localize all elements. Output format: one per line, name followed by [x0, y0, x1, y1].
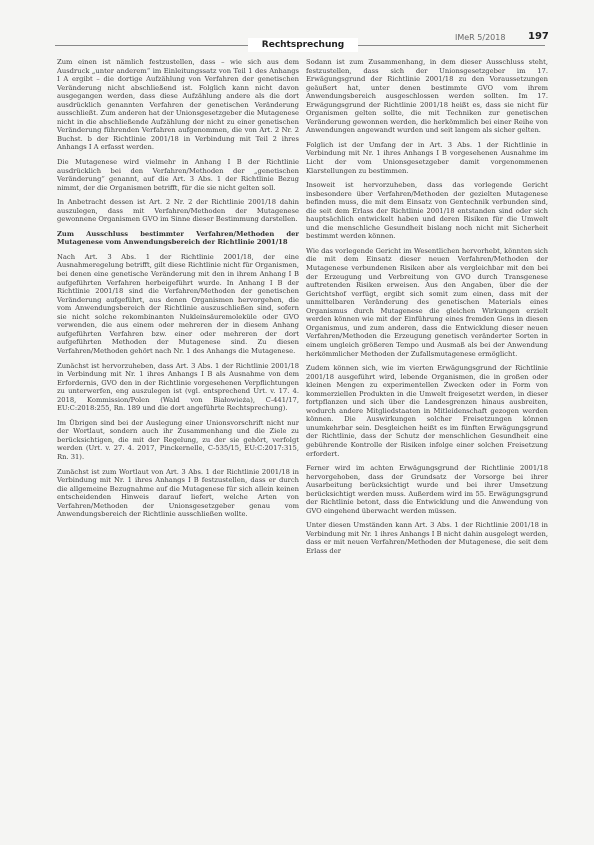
paragraph: In Anbetracht dessen ist Art. 2 Nr. 2 der Richtlinie 2001/18 dahin auszulegen, dass mit Verfahren/Methoden der Mutagenese gewonnene Organismen GVO im Sinne dieser Bestimmung darstellen.	[57, 198, 299, 224]
paragraph: Ferner wird im achten Erwägungsgrund der Richtlinie 2001/18 hervorgehoben, dass der Grundsatz der Vorsorge bei ihrer Ausarbeitung berücksichtigt wurde und bei ihrer Umsetzung berücksichtigt werden muss. Außerdem wird im 55. Erwägungsgrund der Richtlinie betont, dass die Entwicklung und die Anwendung von GVO eingehend überwacht werden müssen.	[306, 464, 548, 515]
paragraph: Folglich ist der Umfang der in Art. 3 Abs. 1 der Richtlinie in Verbindung mit Nr. 1 ihres Anhangs I B vorgesehenen Ausnahme im Licht der vom Unionsgesetzgeber damit vorgenommenen Klarstellungen zu bestimmen.	[306, 140, 548, 175]
left-column	[57, 58, 299, 525]
right-column	[306, 58, 548, 562]
paragraph: Nach Art. 3 Abs. 1 der Richtlinie 2001/18, der eine Ausnahmeregelung betrifft, gilt diese Richtlinie nicht für Organismen, bei denen eine genetische Veränderung mit den in ihrem Anhang I B aufgeführten Verfahren herbeigeführt wurde. In Anhang I B der Richtlinie 2001/18 sind die Verfahren/Methoden der genetischen Veränderung aufgeführt, aus denen Organismen hervorgehen, die vom Anwendungsbereich der Richtlinie auszuschließen sind, sofern sie nicht solche rekombinanten Nukleinsäuremoleküle oder GVO verwenden, die aus einem oder mehreren der in diesem Anhang aufgeführten Verfahren bzw. einer oder mehreren der dort aufgeführten Methoden der Mutagenese sind. Zu diesen Verfahren/Methoden gehört nach Nr. 1 des Anhangs die Mutagenese.	[57, 252, 299, 355]
paragraph: Im Übrigen sind bei der Auslegung einer Unionsvorschrift nicht nur der Wortlaut, sondern auch ihr Zusammenhang und die Ziele zu berücksichtigen, die mit der Regelung, zu der sie gehört, verfolgt werden (Urt. v. 27. 4. 2017, Pinckernelle, C-535/15, EU:C:2017:315, Rn. 31).	[57, 418, 299, 461]
section-title: Rechtsprechung	[248, 38, 358, 52]
paragraph: Zunächst ist hervorzuheben, dass Art. 3 Abs. 1 der Richtlinie 2001/18 in Verbindung mit Nr. 1 ihres Anhangs I B als Ausnahme von dem Erfordernis, GVO den in der Richtlinie vorgesehenen Verpflichtungen zu unterwerfen, eng auszulegen ist (vgl. entsprechend Urt. v. 17. 4. 2018, Kommission/Polen (Wald von Białowieża), C-441/17, EU:C:2018:255, Rn. 189 und die dort angeführte Rechtsprechung).	[57, 361, 299, 413]
paragraph: Zunächst ist zum Wortlaut von Art. 3 Abs. 1 der Richtlinie 2001/18 in Verbindung mit Nr. 1 ihres Anhangs I B festzustellen, dass er durch die allgemeine Bezugnahme auf die Mutagenese für sich allein keinen entscheidenden Hinweis darauf liefert, welche Arten von Verfahren/Methoden der Unionsgesetzgeber genau vom Anwendungsbereich der Richtlinie ausschließen wollte.	[57, 467, 299, 519]
journal-reference: IMeR 5/2018	[455, 33, 506, 42]
paragraph: Sodann ist zum Zusammenhang, in dem dieser Ausschluss steht, festzustellen, dass sich der Unionsgesetzgeber im 17. Erwägungsgrund der Richtlinie 2001/18 zu den Voraussetzungen geäußert hat, unter denen bestimmte GVO vom ihrem Anwendungsbereich ausgeschlossen werden sollten. Im 17. Erwägungsgrund der Richtlinie 2001/18 heißt es, dass sie nicht für Organismen gelten sollte, die mit Techniken zur genetischen Veränderung gewonnen werden, die herkömmlich bei einer Reihe von Anwendungen angewandt wurden und seit langem als sicher gelten.	[306, 58, 548, 135]
paragraph: Die Mutagenese wird vielmehr in Anhang I B der Richtlinie ausdrücklich bei den Verfahren/Methoden der „genetischen Veränderung“ genannt, auf die Art. 3 Abs. 1 der Richtlinie Bezug nimmt, der die Organismen betrifft, für die sie nicht gelten soll.	[57, 158, 299, 192]
paragraph: Wie das vorlegende Gericht im Wesentlichen hervorhebt, könnten sich die mit dem Einsatz dieser neuen Verfahren/Methoden der Mutagenese verbundenen Risiken aber als vergleichbar mit den bei der Erzeugung und Verbreitung von GVO durch Transgenese auftretenden Risiken erweisen. Aus den Angaben, über die der Gerichtshof verfügt, ergibt sich somit zum einen, dass mit der unmittelbaren Veränderung des genetischen Materials eines Organismus durch Mutagenese die gleichen Wirkungen erzielt werden können wie mit der Einführung eines fremden Gens in diesen Organismus, und zum anderen, dass die Entwicklung dieser neuen Verfahren/Methoden die Erzeugung genetisch veränderter Sorten in einem ungleich größeren Tempo und Ausmaß als bei der Anwendung herkömmlicher Methoden der Zufallsmutagenese ermöglicht.	[306, 246, 548, 358]
page-number: 197	[528, 31, 549, 42]
section-heading: Zum Ausschluss bestimmter Verfahren/Methoden der Mutagenese vom Anwendungsbereich der Richtlinie 2001/18	[57, 229, 299, 247]
paragraph: Zum einen ist nämlich festzustellen, dass – wie sich aus dem Ausdruck „unter anderem“ im Einleitungssatz von Teil 1 des Anhangs I A ergibt – die dortige Aufzählung von Verfahren der genetischen Veränderung nicht abschließend ist. Folglich kann nicht davon ausgegangen werden, dass diese Aufzählung andere als die dort ausdrücklich genannten Verfahren der genetischen Veränderung ausschließt. Zum anderen hat der Unionsgesetzgeber die Mutagenese nicht in die abschließende Aufzählung der nicht zu einer genetischen Veränderung führenden Verfahren aufgenommen, die von Art. 2 Nr. 2 Buchst. b der Richtlinie 2001/18 in Verbindung mit Teil 2 ihres Anhangs I A erfasst werden.	[57, 58, 299, 152]
paragraph: Insoweit ist hervorzuheben, dass das vorlegende Gericht insbesondere über Verfahren/Methoden der gezielten Mutagenese befinden muss, die mit dem Einsatz von Gentechnik verbunden sind, die seit dem Erlass der Richtlinie 2001/18 entstanden sind oder sich hauptsächlich entwickelt haben und deren Risiken für die Umwelt und die menschliche Gesundheit bislang noch nicht mit Sicherheit bestimmt werden können.	[306, 181, 548, 241]
paragraph: Zudem können sich, wie im vierten Erwägungsgrund der Richtlinie 2001/18 ausgeführt wird, lebende Organismen, die in großen oder kleinen Mengen zu experimentellen Zwecken oder in Form von kommerziellen Produkten in die Umwelt freigesetzt werden, in dieser fortpflanzen und sich über die Landesgrenzen hinaus ausbreiten, wodurch andere Mitgliedstaaten in Mitleidenschaft gezogen werden können. Die Auswirkungen solcher Freisetzungen können unumkehrbar sein. Desgleichen heißt es im fünften Erwägungsgrund der Richtlinie, dass der Schutz der menschlichen Gesundheit eine gebührende Kontrolle der Risiken infolge einer solchen Freisetzung erfordert.	[306, 364, 548, 458]
paragraph: Unter diesen Umständen kann Art. 3 Abs. 1 der Richtlinie 2001/18 in Verbindung mit Nr. 1 ihres Anhangs I B nicht dahin ausgelegt werden, dass er mit neuen Verfahren/Methoden der Mutagenese, die seit dem Erlass der	[306, 521, 548, 555]
